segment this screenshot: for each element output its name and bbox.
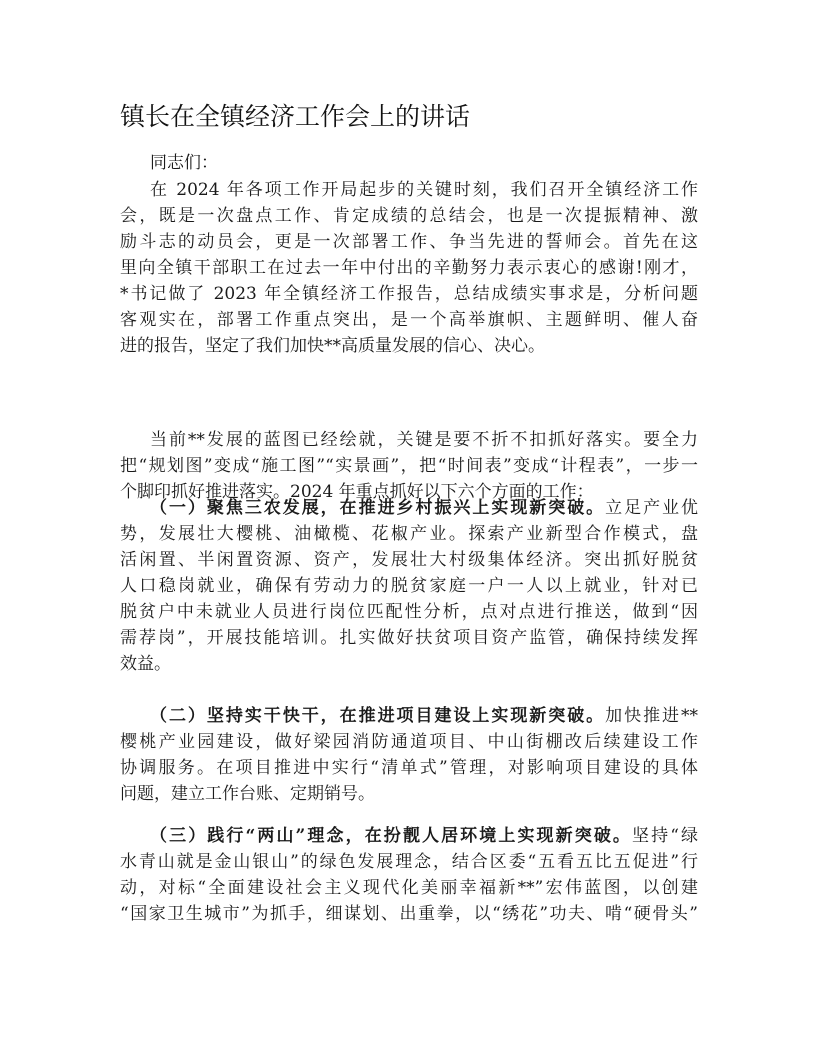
- paragraph-overview: [120, 427, 698, 505]
- paragraph-line: 励斗志的动员会，更是一次部署工作、争当先进的誓师会。首先在这: [120, 232, 698, 252]
- paragraph-line: 进的报告，坚定了我们加快**高质量发展的信心、决心。: [120, 336, 545, 356]
- paragraph-line: [120, 823, 698, 849]
- section-text: 立足产业优: [605, 498, 699, 518]
- paragraph-line: [120, 703, 698, 729]
- section-text: 加快推进**: [605, 706, 699, 726]
- paragraph-line: 活闲置、半闲置资源、资产，发展壮大村级集体经济。突出抓好脱贫: [120, 550, 698, 570]
- paragraph-line: 客观实在，部署工作重点突出，是一个高举旗帜、主题鲜明、催人奋: [120, 310, 698, 330]
- paragraph-line: 动，对标“全面建设社会主义现代化美丽幸福新**”宏伟蓝图，以创建: [120, 878, 698, 898]
- paragraph-section-2: [120, 703, 698, 807]
- paragraph-opening: [120, 177, 698, 359]
- paragraph-line: 势，发展壮大樱桃、油橄榄、花椒产业。探索产业新型合作模式，盘: [120, 524, 698, 544]
- paragraph-line: 效益。: [120, 654, 171, 674]
- paragraph-line: 水青山就是金山银山”的绿色发展理念，结合区委“五看五比五促进”行: [120, 852, 698, 872]
- section-text: 坚持“绿: [632, 826, 698, 846]
- paragraph-line: 会，既是一次盘点工作、肯定成绩的总结会，也是一次提振精神、激: [120, 206, 698, 226]
- paragraph-line: 个脚印抓好推进落实。2024 年重点抓好以下六个方面的工作：: [120, 482, 594, 502]
- paragraph-line: 问题，建立工作台账、定期销号。: [120, 784, 375, 804]
- paragraph-line: 协调服务。在项目推进中实行“清单式”管理，对影响项目建设的具体: [120, 758, 698, 778]
- paragraph-line: *书记做了 2023 年全镇经济工作报告，总结成绩实事求是，分析问题: [120, 284, 698, 304]
- paragraph-line: 在 2024 年各项工作开局起步的关键时刻，我们召开全镇经济工作: [150, 180, 698, 200]
- section-heading: （三）践行“两山”理念，在扮靓人居环境上实现新突破。: [150, 826, 633, 846]
- section-heading: （一）聚焦三农发展，在推进乡村振兴上实现新突破。: [150, 498, 606, 518]
- paragraph-line: “国家卫生城市”为抓手，细谋划、出重拳，以“绣花”功夫、啃“硬骨头”: [120, 904, 698, 924]
- paragraph-line: 里向全镇干部职工在过去一年中付出的辛勤努力表示衷心的感谢!刚才，: [120, 258, 698, 278]
- greeting: 同志们：: [150, 153, 218, 173]
- paragraph-line: [120, 495, 698, 521]
- paragraph-line: 当前**发展的蓝图已经绘就，关键是要不折不扣抓好落实。要全力: [150, 430, 698, 450]
- paragraph-line: 脱贫户中未就业人员进行岗位匹配性分析，点对点进行推送，做到“因: [120, 602, 698, 622]
- document-title: 镇长在全镇经济工作会上的讲话: [120, 102, 471, 131]
- paragraph-line: 把“规划图”变成“施工图”“实景画”，把“时间表”变成“计程表”，一步一: [120, 456, 698, 476]
- section-heading: （二）坚持实干快干，在推进项目建设上实现新突破。: [150, 706, 606, 726]
- paragraph-line: 人口稳岗就业，确保有劳动力的脱贫家庭一户一人以上就业，针对已: [120, 576, 698, 596]
- paragraph-section-1: [120, 495, 698, 677]
- paragraph-line: 樱桃产业园建设，做好梁园消防通道项目、中山街棚改后续建设工作: [120, 732, 698, 752]
- paragraph-line: 需荐岗”，开展技能培训。扎实做好扶贫项目资产监管，确保持续发挥: [120, 628, 698, 648]
- paragraph-section-3: [120, 823, 698, 927]
